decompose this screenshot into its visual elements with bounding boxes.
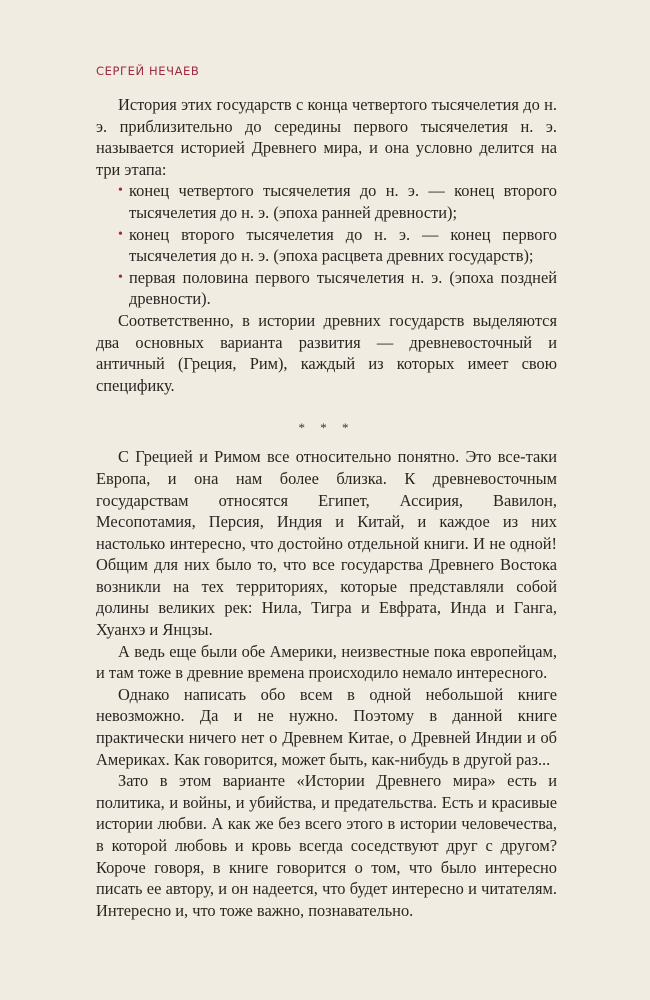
list-item-text: первая половина первого тысячелетия н. э. (эпоха поздней древности). [129,267,557,309]
paragraph: Однако написать обо всем в одной небольшой книге невозможно. Да и не нужно. Поэтому в данной книге практически ничего нет о Древнем Китае, о Древней Индии и об Америках. Как говорится, может быть, как-нибудь в другой раз... [96,684,557,769]
era-list [96,180,557,310]
list-item-text: конец второго тысячелетия до н. э. — конец первого тысячелетия до н. э. (эпоха расцвета древних государств); [129,224,557,266]
list-item-text: конец четвертого тысячелетия до н. э. — конец второго тысячелетия до н. э. (эпоха ранней древности); [129,181,557,222]
paragraph: Зато в этом варианте «Истории Древнего мира» есть и политика, и войны, и убийства, и предательства. Есть и красивые истории любви. А как же без всего этого в истории человечества, в которой любовь и кровь всегда соседствуют друг с другом? Короче говоря, в книге говорится о том, что было интересно писать ее автору, и он надеется, что будет интересно и читателям. Интересно и, что тоже важно, познавательно. [96,771,557,920]
bullet-icon: • [118,183,123,199]
paragraph: А ведь еще были обе Америки, неизвестные пока европейцам, и там тоже в древние времена происходило немало интересного. [96,641,557,683]
list-item [118,180,557,223]
section-separator: * * * [298,420,355,436]
paragraph: С Грецией и Римом все относительно понятно. Это все-таки Европа, и она нам более близка. К древневосточным государствам относятся Египет, Ассирия, Вавилон, Месопотамия, Персия, Индия и Китай, и каждое из них настолько интересно, что достойно отдельной книги. И не одной! Общим для них было то, что все государства Древнего Востока возникли на тех территориях, которые представляли собой долины великих рек: Нила, Тигра и Евфрата, Инда и Ганга, Хуанхэ и Янцзы. [96,447,557,640]
running-head-author: СЕРГЕЙ НЕЧАЕВ [96,64,200,78]
bullet-icon: • [118,269,123,285]
list-item [118,224,557,267]
paragraph-conclusion: Соответственно, в истории древних государств выделяются два основных варианта развития — древневосточный и античный (Греция, Рим), каждый из которых имеет свою специфику. [96,310,557,395]
list-item [118,267,557,310]
paragraph-intro: История этих государств с конца четвертого тысячелетия до н. э. приблизительно до середины первого тысячелетия н. э. называется историей Древнего мира, и она условно делится на три этапа: [96,95,557,179]
body-text [96,94,557,921]
bullet-icon: • [118,226,123,242]
